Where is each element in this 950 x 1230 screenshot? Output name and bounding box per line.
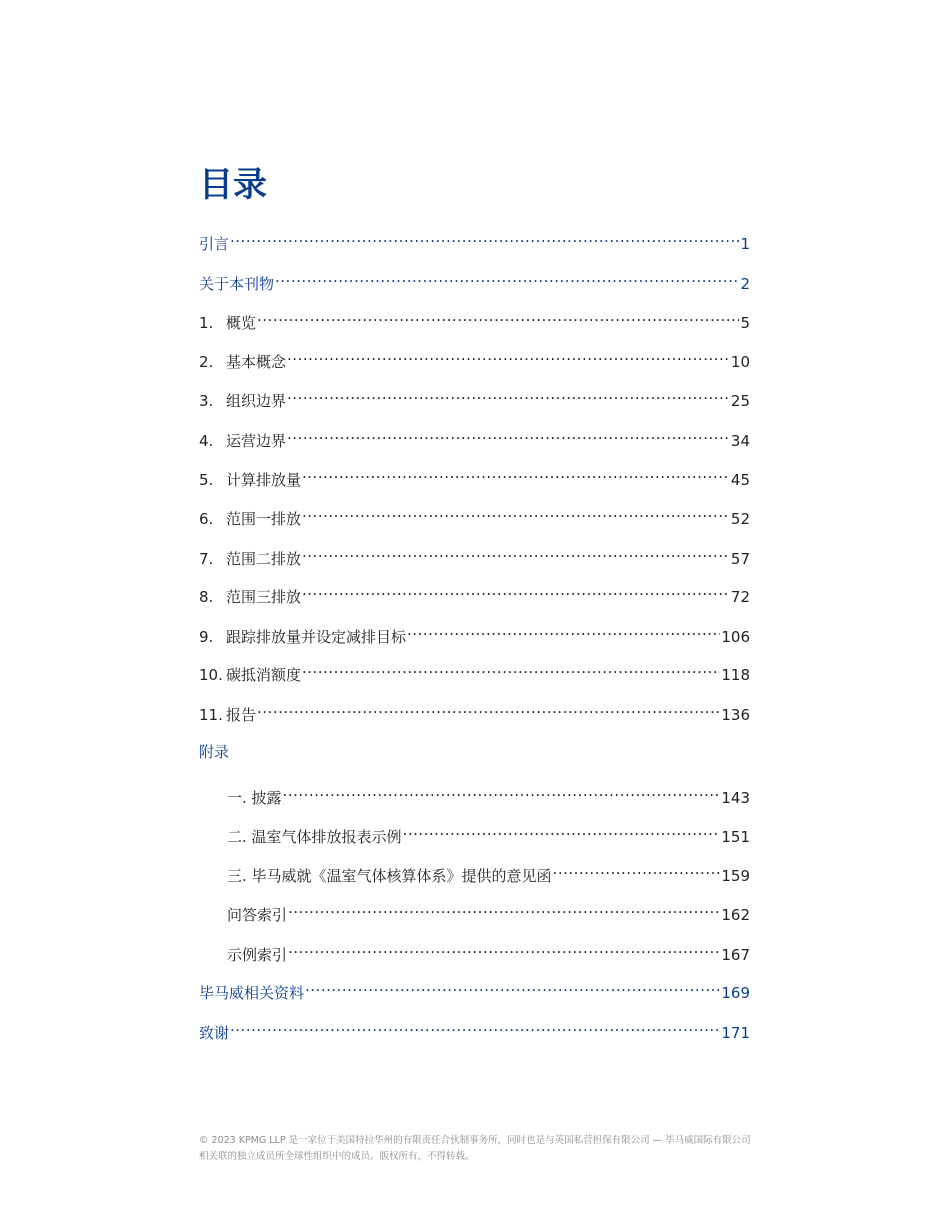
toc-entry-about[interactable] bbox=[199, 265, 750, 293]
toc-entry-page: 136 bbox=[721, 706, 750, 724]
toc-entry-page: 169 bbox=[721, 984, 750, 1002]
toc-entry-page: 1 bbox=[740, 235, 750, 253]
toc-entry-page: 171 bbox=[721, 1024, 750, 1042]
toc-entry-qa-index[interactable] bbox=[227, 896, 750, 924]
dot-leader bbox=[288, 896, 720, 920]
toc-entry-page: 72 bbox=[730, 588, 750, 606]
toc-entry-label: 碳抵消额度 bbox=[226, 666, 302, 684]
toc-entry-chapter-10[interactable] bbox=[199, 656, 750, 684]
toc-entry-label: 组织边界 bbox=[226, 392, 287, 410]
toc-entry-chapter-3[interactable] bbox=[199, 382, 750, 410]
toc-entry-number: 7. bbox=[199, 550, 214, 568]
toc-entry-chapter-2[interactable] bbox=[199, 343, 750, 371]
toc-entry-label: 跟踪排放量并设定减排目标 bbox=[226, 628, 407, 646]
dot-leader bbox=[305, 974, 720, 998]
toc-entry-label: 致谢 bbox=[199, 1024, 230, 1042]
toc-entry-page: 2 bbox=[740, 275, 750, 293]
toc-entry-number: 11. bbox=[199, 706, 223, 724]
dot-leader bbox=[287, 382, 730, 406]
toc-entry-page: 143 bbox=[721, 789, 750, 807]
toc-entry-label: 计算排放量 bbox=[226, 471, 302, 489]
toc-entry-number: 10. bbox=[199, 666, 223, 684]
toc-entry-page: 34 bbox=[730, 432, 750, 450]
dot-leader bbox=[302, 656, 720, 680]
toc-entry-page: 106 bbox=[721, 628, 750, 646]
toc-entry-label: 概览 bbox=[226, 314, 257, 332]
toc-entry-number: 5. bbox=[199, 471, 214, 489]
toc-entry-page: 10 bbox=[730, 353, 750, 371]
dot-leader bbox=[407, 618, 720, 642]
toc-entry-chapter-8[interactable] bbox=[199, 578, 750, 606]
dot-leader bbox=[302, 540, 730, 564]
toc-entry-page: 151 bbox=[721, 828, 750, 846]
toc-entry-chapter-4[interactable] bbox=[199, 422, 750, 450]
dot-leader bbox=[553, 857, 721, 881]
toc-entry-page: 52 bbox=[730, 510, 750, 528]
toc-entry-label: 范围三排放 bbox=[226, 588, 302, 606]
toc-entry-label: 三. 毕马威就《温室气体核算体系》提供的意见函 bbox=[227, 867, 552, 885]
toc-entry-page: 159 bbox=[721, 867, 750, 885]
toc-entry-number: 6. bbox=[199, 510, 214, 528]
dot-leader bbox=[257, 304, 739, 328]
toc-entry-number: 3. bbox=[199, 392, 214, 410]
toc-entry-chapter-5[interactable] bbox=[199, 461, 750, 489]
toc-entry-page: 57 bbox=[730, 550, 750, 568]
toc-entry-appendix-1[interactable] bbox=[227, 779, 750, 807]
toc-entry-page: 167 bbox=[721, 946, 750, 964]
dot-leader bbox=[302, 461, 730, 485]
toc-entry-label: 报告 bbox=[226, 706, 257, 724]
toc-entry-chapter-7[interactable] bbox=[199, 540, 750, 568]
toc-entry-appendix-2[interactable] bbox=[227, 818, 750, 846]
toc-entry-label: 一. 披露 bbox=[227, 789, 282, 807]
toc-entry-label: 范围二排放 bbox=[226, 550, 302, 568]
toc-entry-label: 关于本刊物 bbox=[199, 275, 275, 293]
dot-leader bbox=[287, 343, 730, 367]
toc-entry-number: 1. bbox=[199, 314, 214, 332]
dot-leader bbox=[283, 779, 721, 803]
dot-leader bbox=[302, 578, 730, 602]
toc-entry-number: 2. bbox=[199, 353, 214, 371]
dot-leader bbox=[230, 1014, 720, 1038]
dot-leader bbox=[288, 936, 720, 960]
toc-entry-label: 引言 bbox=[199, 235, 230, 253]
toc-entry-chapter-6[interactable] bbox=[199, 500, 750, 528]
toc-entry-chapter-9[interactable] bbox=[199, 618, 750, 646]
dot-leader bbox=[275, 265, 739, 289]
toc-entry-label: 问答索引 bbox=[227, 906, 288, 924]
toc-entry-label: 范围一排放 bbox=[226, 510, 302, 528]
toc-entry-introduction[interactable] bbox=[199, 225, 750, 253]
toc-entry-label: 示例索引 bbox=[227, 946, 288, 964]
dot-leader bbox=[287, 422, 730, 446]
dot-leader bbox=[257, 696, 720, 720]
toc-entry-page: 5 bbox=[740, 314, 750, 332]
toc-entry-number: 9. bbox=[199, 628, 214, 646]
dot-leader bbox=[302, 500, 730, 524]
page-title: 目录 bbox=[199, 165, 267, 205]
appendix-heading: 附录 bbox=[199, 743, 230, 761]
toc-entry-page: 118 bbox=[721, 666, 750, 684]
toc-entry-number: 8. bbox=[199, 588, 214, 606]
toc-entry-label: 毕马威相关资料 bbox=[199, 984, 305, 1002]
dot-leader bbox=[403, 818, 721, 842]
toc-entry-chapter-1[interactable] bbox=[199, 304, 750, 332]
toc-entry-label: 基本概念 bbox=[226, 353, 287, 371]
dot-leader bbox=[230, 225, 739, 249]
toc-entry-chapter-11[interactable] bbox=[199, 696, 750, 724]
toc-entry-kpmg-resources[interactable] bbox=[199, 974, 750, 1002]
toc-entry-label: 运营边界 bbox=[226, 432, 287, 450]
toc-entry-appendix-3[interactable] bbox=[227, 857, 750, 885]
toc-entry-page: 45 bbox=[730, 471, 750, 489]
toc-entry-number: 4. bbox=[199, 432, 214, 450]
toc-entry-label: 二. 温室气体排放报表示例 bbox=[227, 828, 402, 846]
copyright-footer: © 2023 KPMG LLP 是一家位于美国特拉华州的有限责任合伙制事务所，同时也是与英国私营担保有限公司 — 毕马威国际有限公司相关联的独立成员所全球性组织中的成员。版权所有，不得转载。 bbox=[199, 1135, 751, 1162]
toc-entry-acknowledgements[interactable] bbox=[199, 1014, 750, 1042]
toc-entry-page: 25 bbox=[730, 392, 750, 410]
toc-entry-example-index[interactable] bbox=[227, 936, 750, 964]
toc-entry-page: 162 bbox=[721, 906, 750, 924]
